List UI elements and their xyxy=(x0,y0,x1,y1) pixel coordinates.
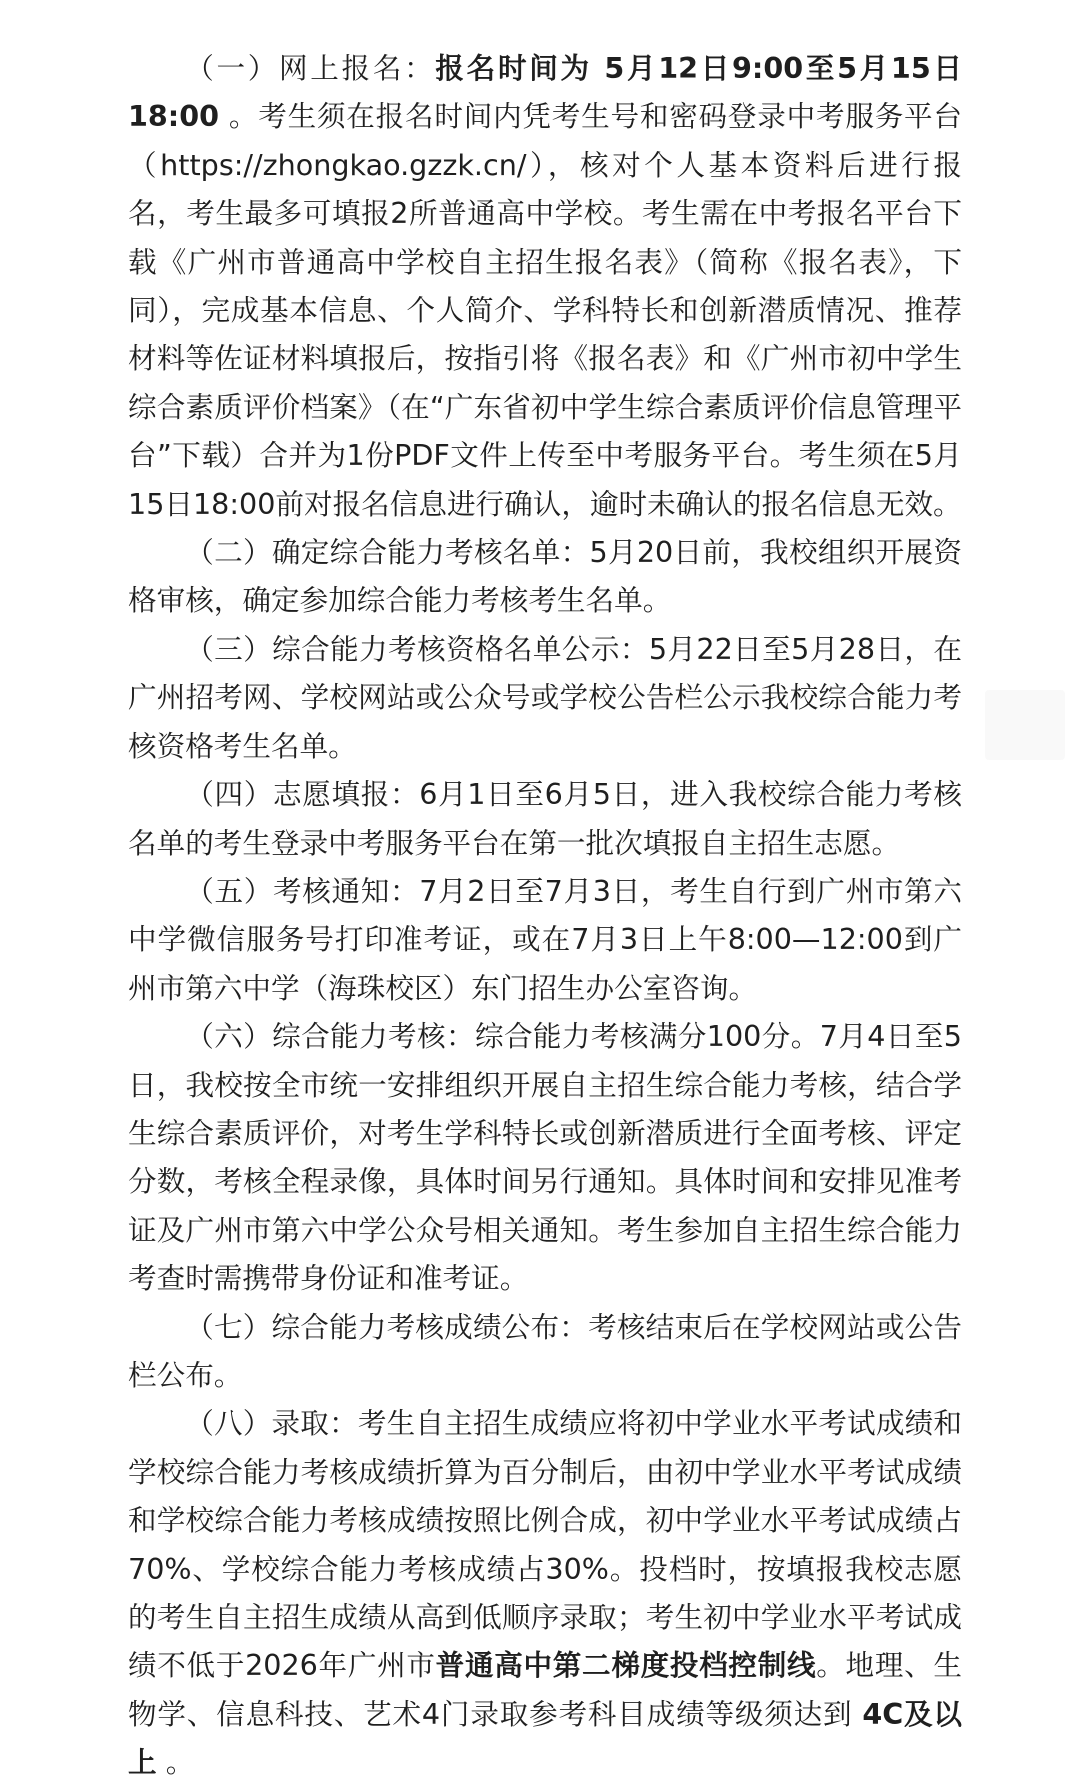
p8-grade-requirement: 4C及以上 xyxy=(128,1696,962,1780)
p8-end: 。 xyxy=(156,1745,195,1780)
paragraph-2-list-confirmation xyxy=(128,528,962,625)
p1-body: 。考生须在报名时间内凭考生号和密码登录中考服务平台（https://zhongkao.gzzk.cn/），核对个人基本资料后进行报名，考生最多可填报2所普通高中学校。考生需在中考报名平台下载《广州市普通高中学校自主招生报名表》（简称《报名表》，下同），完成基本信息、个人简介、学科特长和创新潜质情况、推荐材料等佐证材料填报后，按指引将《报名表》和《广州市初中学生综合素质评价档案》（在“广东省初中学生综合素质评价信息管理平台”下载）合并为1份PDF文件上传至中考服务平台。考生须在5月15日18:00前对报名信息进行确认，逾时未确认的报名信息无效。 xyxy=(128,99,962,521)
paragraph-3-list-publicity xyxy=(128,625,962,770)
faint-background-mark xyxy=(985,690,1065,760)
p1-registration-time: 报名时间为 5月12日9:00至5月15日18:00 xyxy=(128,51,962,134)
p6-text: （六）综合能力考核：综合能力考核满分100分。7月4日至5日，我校按全市统一安排组织开展自主招生综合能力考核，结合学生综合素质评价，对考生学科特长或创新潜质进行全面考核、评定分数，考核全程录像，具体时间另行通知。具体时间和安排见准考证及广州市第六中学公众号相关通知。考生参加自主招生综合能力考查时需携带身份证和准考证。 xyxy=(128,1019,962,1296)
paragraph-1-online-registration xyxy=(128,44,962,528)
p1-heading: （一）网上报名： xyxy=(185,51,436,85)
p3-text: （三）综合能力考核资格名单公示：5月22日至5月28日，在广州招考网、学校网站或公众号或学校公告栏公示我校综合能力考核资格考生名单。 xyxy=(128,631,962,763)
paragraph-5-exam-notice xyxy=(128,867,962,1012)
p8-subjects: 。地理、生物学、信息科技、艺术4门录取参考科目成绩等级须达到 xyxy=(128,1648,962,1731)
paragraph-4-application xyxy=(128,770,962,867)
p4-text: （四）志愿填报：6月1日至6月5日，进入我校综合能力考核名单的考生登录中考服务平台在第一批次填报自主招生志愿。 xyxy=(128,777,962,860)
p8-text: （八）录取：考生自主招生成绩应将初中学业水平考试成绩和学校综合能力考核成绩折算为百分制后，由初中学业水平考试成绩和学校综合能力考核成绩按照比例合成，初中学业水平考试成绩占70%、学校综合能力考核成绩占30%。投档时，按填报我校志愿的考生自主招生成绩从高到低顺序录取；考生初中学业水平考试成绩不低于2026年广州市 xyxy=(128,1406,962,1683)
p8-control-line: 普通高中第二梯度投档控制线 xyxy=(435,1648,817,1683)
p5-text: （五）考核通知：7月2日至7月3日，考生自行到广州市第六中学微信服务号打印准考证，或在7月3日上午8:00—12:00到广州市第六中学（海珠校区）东门招生办公室咨询。 xyxy=(128,873,962,1005)
paragraph-6-assessment xyxy=(128,1012,962,1302)
p2-text: （二）确定综合能力考核名单：5月20日前，我校组织开展资格审核，确定参加综合能力考核考生名单。 xyxy=(128,535,962,618)
p7-text: （七）综合能力考核成绩公布：考核结束后在学校网站或公告栏公布。 xyxy=(128,1309,962,1392)
paragraph-7-results xyxy=(128,1303,962,1400)
paragraph-8-admission xyxy=(128,1399,962,1786)
